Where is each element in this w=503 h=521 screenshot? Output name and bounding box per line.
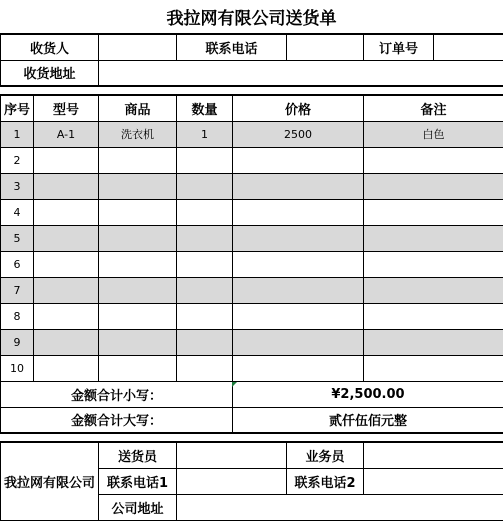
cell-product[interactable]: 洗衣机	[99, 121, 177, 147]
address-field[interactable]	[99, 60, 503, 86]
phone1-label: 联系电话1	[99, 468, 177, 494]
cell-remark[interactable]	[364, 277, 503, 303]
cell-product[interactable]	[99, 355, 177, 381]
col-header-quantity: 数量	[177, 95, 233, 121]
address-label: 收货地址	[1, 60, 99, 86]
total-lowercase-value: ¥2,500.00	[233, 381, 503, 407]
total-uppercase-row	[1, 407, 503, 433]
cell-comment-marker-icon	[232, 382, 237, 387]
salesman-label: 业务员	[287, 442, 364, 468]
row-index: 5	[1, 225, 34, 251]
table-row	[1, 277, 503, 303]
total-lowercase-row	[1, 381, 503, 407]
row-index: 2	[1, 147, 34, 173]
table-row	[1, 121, 503, 147]
total-uppercase-label: 金额合计大写：	[1, 407, 233, 433]
deliverer-field[interactable]	[177, 442, 287, 468]
cell-quantity[interactable]	[177, 173, 233, 199]
cell-price[interactable]	[233, 173, 364, 199]
cell-product[interactable]	[99, 173, 177, 199]
cell-product[interactable]	[99, 199, 177, 225]
total-uppercase-value: 贰仟伍佰元整	[233, 407, 503, 433]
cell-quantity[interactable]: 1	[177, 121, 233, 147]
company-address-field[interactable]	[177, 494, 503, 520]
cell-price[interactable]	[233, 277, 364, 303]
cell-model[interactable]	[34, 329, 99, 355]
table-row	[1, 147, 503, 173]
cell-model[interactable]	[34, 147, 99, 173]
table-row	[1, 303, 503, 329]
cell-product[interactable]	[99, 251, 177, 277]
cell-model[interactable]	[34, 251, 99, 277]
col-header-price: 价格	[233, 95, 364, 121]
col-header-model: 型号	[34, 95, 99, 121]
cell-remark[interactable]	[364, 303, 503, 329]
cell-quantity[interactable]	[177, 329, 233, 355]
cell-remark[interactable]: 白色	[364, 121, 503, 147]
row-index: 6	[1, 251, 34, 277]
row-index: 4	[1, 199, 34, 225]
cell-remark[interactable]	[364, 199, 503, 225]
row-index: 8	[1, 303, 34, 329]
cell-remark[interactable]	[364, 251, 503, 277]
table-row	[1, 225, 503, 251]
cell-product[interactable]	[99, 303, 177, 329]
cell-product[interactable]	[99, 329, 177, 355]
cell-remark[interactable]	[364, 173, 503, 199]
phone-label: 联系电话	[177, 34, 287, 60]
row-index: 10	[1, 355, 34, 381]
cell-quantity[interactable]	[177, 147, 233, 173]
cell-price[interactable]	[233, 147, 364, 173]
total-lowercase-label: 金额合计小写：	[1, 381, 233, 407]
cell-quantity[interactable]	[177, 251, 233, 277]
phone2-label: 联系电话2	[287, 468, 364, 494]
cell-model[interactable]	[34, 173, 99, 199]
col-header-remark: 备注	[364, 95, 503, 121]
order-number-label: 订单号	[364, 34, 434, 60]
cell-remark[interactable]	[364, 355, 503, 381]
row-index: 3	[1, 173, 34, 199]
salesman-field[interactable]	[364, 442, 503, 468]
cell-product[interactable]	[99, 225, 177, 251]
cell-model[interactable]	[34, 199, 99, 225]
cell-price[interactable]	[233, 329, 364, 355]
order-number-field[interactable]	[434, 34, 503, 60]
cell-product[interactable]	[99, 147, 177, 173]
row-index: 7	[1, 277, 34, 303]
cell-model[interactable]	[34, 277, 99, 303]
cell-model[interactable]	[34, 225, 99, 251]
cell-price[interactable]	[233, 303, 364, 329]
company-address-label: 公司地址	[99, 494, 177, 520]
cell-price[interactable]	[233, 355, 364, 381]
cell-price[interactable]: 2500	[233, 121, 364, 147]
receiver-field[interactable]	[99, 34, 177, 60]
table-row	[1, 355, 503, 381]
row-index: 1	[1, 121, 34, 147]
cell-price[interactable]	[233, 225, 364, 251]
cell-model[interactable]: A-1	[34, 121, 99, 147]
cell-model[interactable]	[34, 303, 99, 329]
table-row	[1, 199, 503, 225]
cell-quantity[interactable]	[177, 225, 233, 251]
cell-price[interactable]	[233, 199, 364, 225]
company-footer-table	[0, 441, 503, 521]
phone-field[interactable]	[287, 34, 364, 60]
items-header-row	[1, 95, 503, 121]
cell-model[interactable]	[34, 355, 99, 381]
col-header-product: 商品	[99, 95, 177, 121]
cell-remark[interactable]	[364, 147, 503, 173]
deliverer-label: 送货员	[99, 442, 177, 468]
table-row	[1, 251, 503, 277]
cell-quantity[interactable]	[177, 303, 233, 329]
cell-remark[interactable]	[364, 329, 503, 355]
cell-quantity[interactable]	[177, 199, 233, 225]
receiver-label: 收货人	[1, 34, 99, 60]
table-row	[1, 329, 503, 355]
phone2-field[interactable]	[364, 468, 503, 494]
table-row	[1, 173, 503, 199]
cell-remark[interactable]	[364, 225, 503, 251]
cell-quantity[interactable]	[177, 277, 233, 303]
cell-product[interactable]	[99, 277, 177, 303]
items-table	[0, 94, 503, 434]
col-header-index: 序号	[1, 95, 34, 121]
cell-quantity[interactable]	[177, 355, 233, 381]
company-name: 我拉网有限公司	[1, 442, 99, 520]
document-title: 我拉网有限公司送货单	[0, 6, 503, 32]
row-index: 9	[1, 329, 34, 355]
phone1-field[interactable]	[177, 468, 287, 494]
recipient-info-table	[0, 33, 503, 87]
cell-price[interactable]	[233, 251, 364, 277]
